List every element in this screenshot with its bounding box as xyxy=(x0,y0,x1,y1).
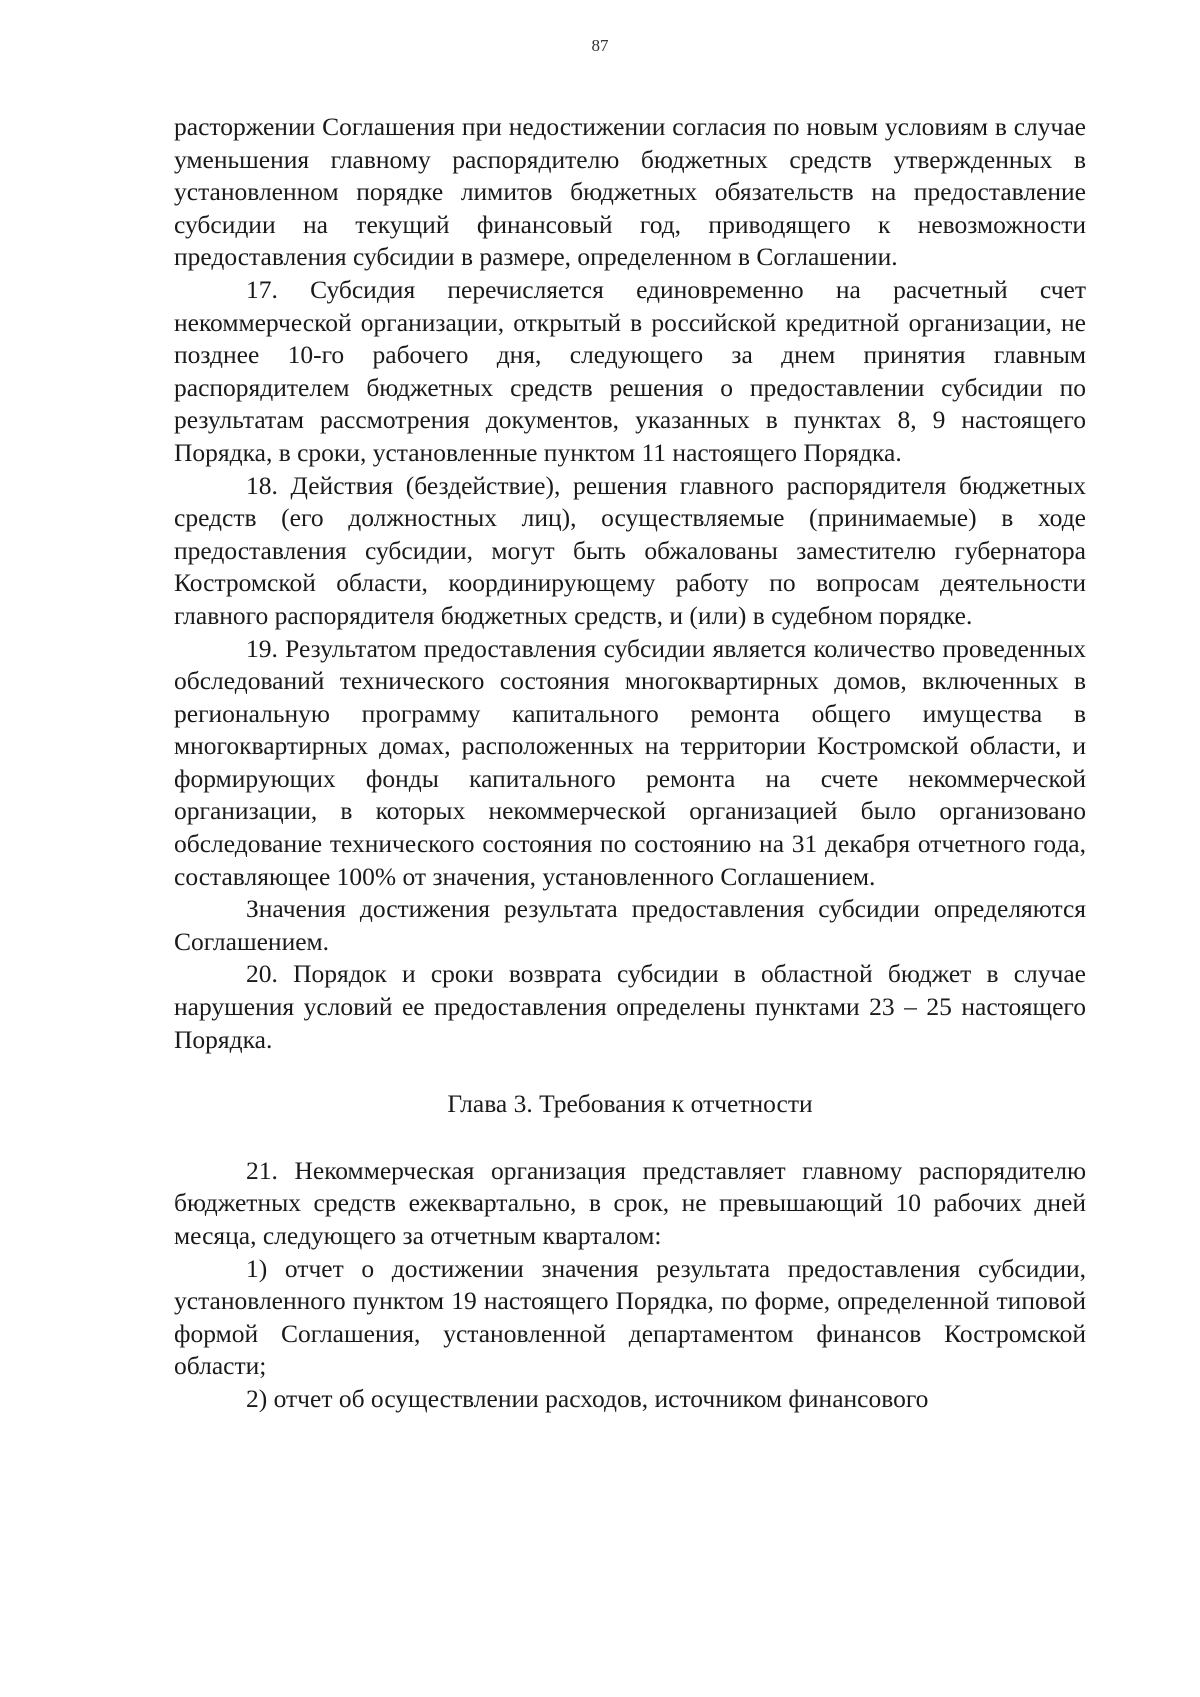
paragraph-21-item-1: 1) отчет о достижении значения результата предоставления субсидии, установленного пунктом 19 настоящего Порядка, по форме, определенной типовой формой Соглашения, установленной департаментом финансов Костромской области; xyxy=(174,1253,1086,1381)
page-number: 87 xyxy=(591,36,609,55)
paragraph-19: 19. Результатом предоставления субсидии является количество проведенных обследований технического состояния многоквартирных домов, включенных в региональную программу капитального ремонта общего имущества в многоквартирных домах, расположенных на территории Костромской области, и формирующих фонды капитального ремонта на счете некоммерческой организации, в которых некоммерческой организацией было организовано обследование технического состояния по состоянию на 31 декабря отчетного года, составляющее 100% от значения, установленного Соглашением. xyxy=(174,633,1086,891)
paragraph-17: 17. Субсидия перечисляется единовременно на расчетный счет некоммерческой организации, открытый в российской кредитной организации, не позднее 10-го рабочего дня, следующего за днем принятия главным распорядителем бюджетных средств решения о предоставлении субсидии по результатам рассмотрения документов, указанных в пунктах 8, 9 настоящего Порядка, в сроки, установленные пунктом 11 настоящего Порядка. xyxy=(174,274,1086,467)
paragraph-continuation: расторжении Соглашения при недостижении согласия по новым условиям в случае уменьшения главному распорядителю бюджетных средств утвержденных в установленном порядке лимитов бюджетных обязательств на предоставление субсидии на текущий финансовый год, приводящего к невозможности предоставления субсидии в размере, определенном в Соглашении. xyxy=(174,112,1086,272)
paragraph-20: 20. Порядок и сроки возврата субсидии в областной бюджет в случае нарушения условий ее предоставления определены пунктами 23 – 25 настоящего Порядка. xyxy=(174,959,1086,1054)
document-body xyxy=(174,111,1086,1416)
paragraph-21: 21. Некоммерческая организация представляет главному распорядителю бюджетных средств ежеквартально, в срок, не превышающий 10 рабочих дней месяца, следующего за отчетным кварталом: xyxy=(174,1155,1086,1250)
paragraph-18: 18. Действия (бездействие), решения главного распорядителя бюджетных средств (его должностных лиц), осуществляемые (принимаемые) в ходе предоставления субсидии, могут быть обжалованы заместителю губернатора Костромской области, координирующему работу по вопросам деятельности главного распорядителя бюджетных средств, и (или) в судебном порядке. xyxy=(174,470,1086,630)
paragraph-21-item-2: 2) отчет об осуществлении расходов, источником финансового xyxy=(246,1383,929,1413)
paragraph-result-values: Значения достижения результата предоставления субсидии определяются Соглашением. xyxy=(174,894,1086,956)
chapter-heading: Глава 3. Требования к отчетности xyxy=(447,1089,813,1119)
